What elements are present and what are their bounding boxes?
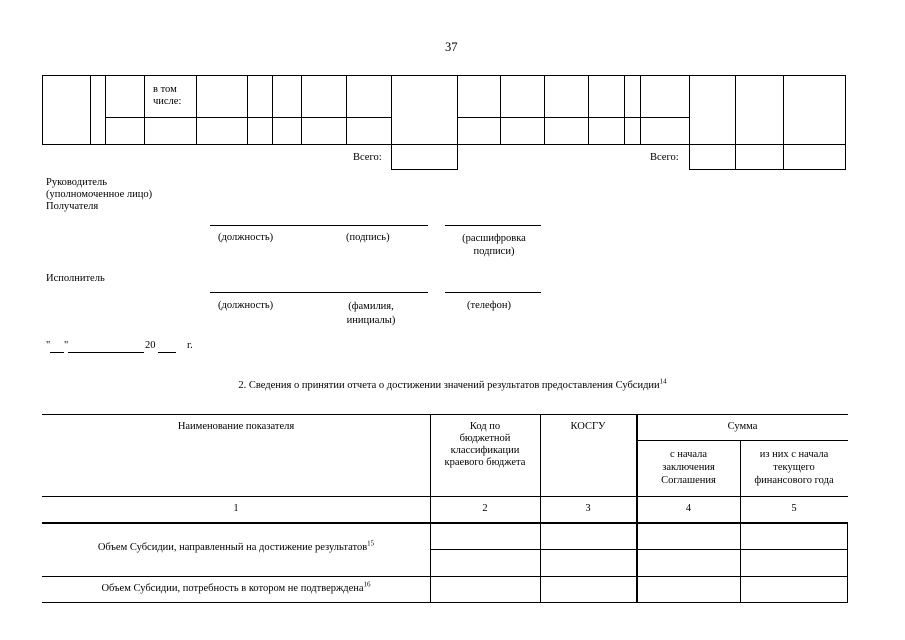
- head-label: Руководитель (уполномоченное лицо) Получателя: [46, 177, 153, 212]
- acceptance-table-border: [42, 414, 848, 415]
- row-footnote: 15: [367, 539, 375, 548]
- header-indicator-name: Наименование показателя: [177, 421, 295, 432]
- header-since-year: из них с начала текущего финансового года: [754, 449, 834, 486]
- head-caption-decoding: (расшифровка подписи): [462, 233, 526, 257]
- section2-title-text: 2. Сведения о принятии отчета о достижении значений результатов предоставления Субсидии: [238, 380, 660, 391]
- exec-caption-position: (должность): [218, 300, 274, 311]
- page-number: 37: [445, 40, 458, 54]
- header-budget-code: Код по бюджетной классификации краевого бюджета: [444, 421, 526, 468]
- column-number-1: 1: [233, 503, 239, 514]
- table-row: [42, 580, 430, 594]
- row-label: Объем Субсидии, потребность в котором не подтверждена: [101, 583, 364, 594]
- executor-label: Исполнитель: [46, 273, 105, 284]
- top-table-border: [42, 75, 846, 76]
- header-sum: Сумма: [727, 421, 758, 432]
- column-number-3: 3: [585, 503, 591, 514]
- including-label: в том числе:: [153, 84, 182, 107]
- head-signature-line: [210, 225, 428, 226]
- row-label: Объем Субсидии, направленный на достижение результатов: [97, 542, 368, 553]
- column-number-5: 5: [791, 503, 797, 514]
- header-kosgu: КОСГУ: [570, 421, 606, 432]
- date-month-line: [68, 352, 144, 353]
- section2-title-footnote: 14: [659, 377, 667, 386]
- head-decoding-line: [445, 225, 541, 226]
- head-caption-position: (должность): [218, 232, 274, 243]
- head-caption-signature: (подпись): [346, 232, 390, 243]
- column-number-4: 4: [685, 503, 692, 514]
- date-suffix: г.: [187, 340, 193, 351]
- exec-caption-name: (фамилия, инициалы): [346, 301, 396, 326]
- row-footnote: 16: [363, 580, 371, 589]
- exec-caption-phone: (телефон): [467, 300, 511, 311]
- exec-phone-line: [445, 292, 541, 293]
- total-label-left: Всего:: [353, 152, 382, 163]
- table-row: [42, 539, 430, 553]
- total-label-right: Всего:: [650, 152, 679, 163]
- date-year: 20: [145, 340, 156, 351]
- date-year-line: [158, 352, 176, 353]
- date-close-quote: ": [64, 340, 69, 351]
- header-since-agreement: с начала заключения Соглашения: [661, 449, 716, 486]
- column-number-2: 2: [482, 503, 488, 514]
- date-day-line: [50, 352, 64, 353]
- exec-signature-line: [210, 292, 428, 293]
- date-open-quote: ": [46, 340, 51, 351]
- section2-title: [0, 377, 905, 391]
